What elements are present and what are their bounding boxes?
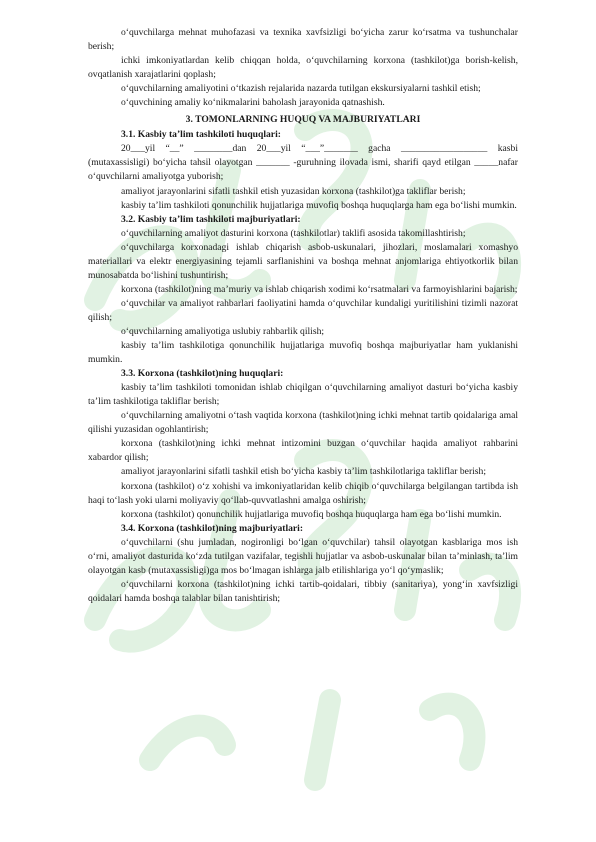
intro-item: o‘quvchilarga mehnat muhofazasi va texnika xavfsizligi bo‘yicha zarur ko‘rsatma va tushunchalar berish; [88, 27, 518, 53]
list-item: amaliyot jarayonlarini sifatli tashkil etish yuzasidan korxona (tashkilot)ga takliflar berish; [121, 185, 466, 197]
intro-item: o‘quvchilarning amaliyotini o‘tkazish rejalarida nazarda tutilgan ekskursiyalarni tashkil etish; [121, 83, 481, 95]
section-title: 3. TOMONLARNING HUQUQ VA MAJBURIYATLARI [185, 114, 421, 126]
intro-item: ichki imkoniyatlardan kelib chiqqan holda, o‘quvchilarning korxona (tashkilot)ga borish-kelish, ovqatlanish xarajatlarini qoplash; [88, 55, 518, 81]
subsection-title-3-2: 3.2. Kasbiy ta’lim tashkiloti majburiyatlari: [121, 213, 301, 225]
subsection-title-3-3: 3.3. Korxona (tashkilot)ning huquqlari: [121, 368, 284, 380]
list-item: o‘quvchilarga korxonadagi ishlab chiqarish asbob-uskunalari, jihozlari, moslamalari xomashyo materiallari va elektr energiyasining tejamli sarflanishini va boshqa mehnat anjomlariga ehtiyotkorlik bilan munosabatda bo‘lishini tushuntirish; [88, 241, 518, 281]
list-item: korxona (tashkilot) o‘z xohishi va imkoniyatlaridan kelib chiqib o‘quvchilarga belgilangan tartibda ish haqi to‘lash yoki ularni moliyaviy qo‘llab-quvvatlashni amalga oshirish; [88, 480, 518, 506]
list-item: kasbiy ta’lim tashkilotiga qonunchilik hujjatlariga muvofiq boshqa majburiyatlar ham yuklanishi mumkin. [88, 340, 518, 366]
list-item: korxona (tashkilot) qonunchilik hujjatlariga muvofiq boshqa huquqlarga ham ega bo‘lishi mumkin. [121, 508, 502, 520]
intro-item: o‘quvchining amaliy ko‘nikmalarini baholash jarayonida qatnashish. [121, 97, 385, 109]
list-item: amaliyot jarayonlarini sifatli tashkil etish bo‘yicha kasbiy ta’lim tashkilotlariga takliflar berish; [121, 466, 486, 478]
list-item: kasbiy ta’lim tashkiloti qonunchilik hujjatlariga muvofiq boshqa huquqlarga ham ega bo‘lishi mumkin. [121, 199, 517, 211]
subsection-title-3-4: 3.4. Korxona (tashkilot)ning majburiyatlari: [121, 522, 304, 534]
watermark-stroke [430, 704, 474, 760]
list-item: korxona (tashkilot)ning ma’muriy va ishlab chiqarish xodimi ko‘rsatmalari va farmoyishlarini bajarish; [121, 283, 518, 295]
list-item: kasbiy ta’lim tashkiloti tomonidan ishlab chiqilgan o‘quvchilarning amaliyot dasturi bo‘yicha kasbiy ta’lim tashkilotiga takliflar berish; [88, 382, 518, 408]
list-item: o‘quvchilarning amaliyotni o‘tash vaqtida korxona (tashkilot)ning ichki mehnat tartib qoidalariga amal qilishi yuzasidan ogohlantirish; [88, 410, 518, 436]
watermark-stroke [150, 726, 225, 760]
list-item: o‘quvchilarning amaliyot dasturini korxona (tashkilotlar) taklifi asosida takomillashtirish; [121, 227, 466, 239]
list-item: o‘quvchilar va amaliyot rahbarlari faoliyatini hamda o‘quvchilar kundaligi yuritilishini tizimli nazorat qilish; [88, 297, 518, 323]
subsection-title-3-1: 3.1. Kasbiy ta’lim tashkiloti huquqlari: [121, 129, 281, 141]
list-item: 20___yil “__” ________dan 20___yil “___”_______ gacha __________________ kasbi (mutaxassisligi) bo‘yicha tahsil olayotgan _______ -guruhning ilovada ismi, sharifi qayd etilgan _____nafar o‘quvchilarni amaliyotga yuborish; [88, 143, 518, 183]
document-page [88, 26, 518, 606]
list-item: o‘quvchilarni korxona (tashkilot)ning ichki tartib-qoidalari, tibbiy (sanitariya), yong‘in xavfsizligi qoidalari hamda boshqa talablar bilan tanishtirish; [88, 578, 518, 604]
watermark-stroke [315, 700, 330, 780]
list-item: korxona (tashkilot)ning ichki mehnat intizomini buzgan o‘quvchilar haqida amaliyot rahbarini xabardor qilish; [88, 438, 518, 464]
list-item: o‘quvchilarning amaliyotiga uslubiy rahbarlik qilish; [121, 325, 325, 337]
list-item: o‘quvchilarni (shu jumladan, nogironligi bo‘lgan o‘quvchilar) tahsil olayotgan kasblariga mos ish o‘rni, amaliyot dasturida ko‘zda tutilgan vazifalar, tegishli hujjatlar va asbob-uskunalar bilan ta’minlash, ta’lim olayotgan kasb (mutaxassisligi)ga mos bo‘lmagan ishlarga jalb etilishlariga yo‘l qo‘ymaslik; [88, 536, 518, 576]
